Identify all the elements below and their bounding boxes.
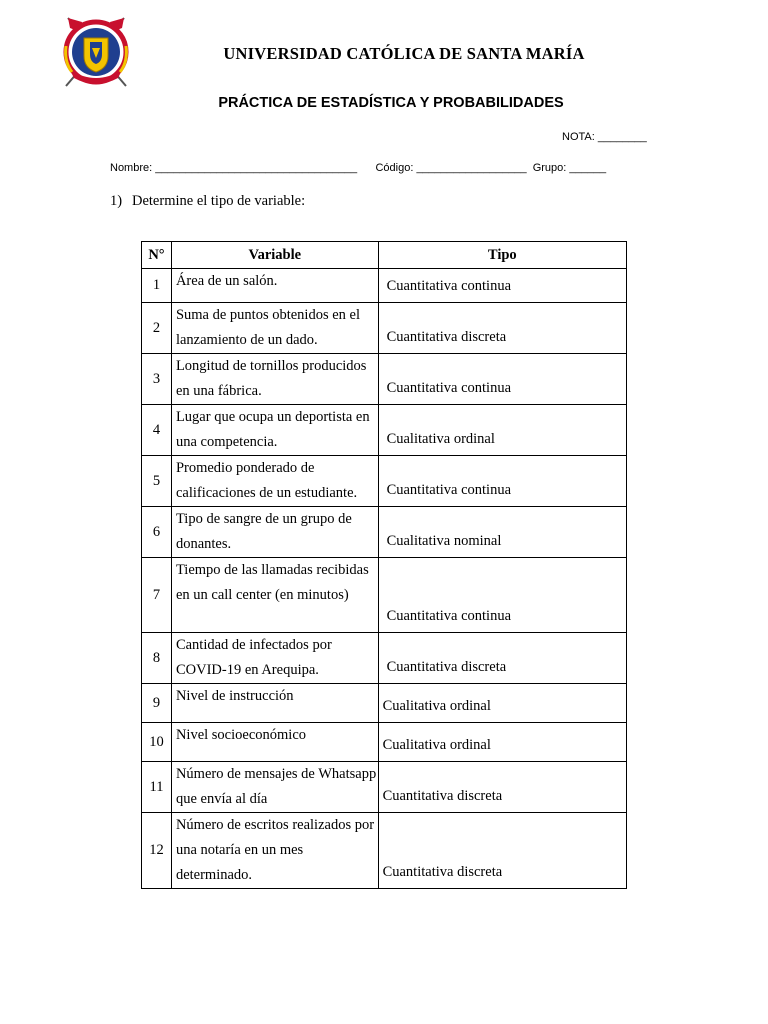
- row-variable: Cantidad de infectados por COVID-19 en Arequipa.: [171, 633, 378, 684]
- row-type: Cuantitativa continua: [378, 558, 626, 633]
- row-number: 7: [142, 558, 172, 633]
- header-variable: Variable: [171, 242, 378, 269]
- row-type: Cuantitativa continua: [378, 269, 626, 303]
- row-variable: Lugar que ocupa un deportista en una competencia.: [171, 405, 378, 456]
- row-number: 8: [142, 633, 172, 684]
- group-field: Grupo: ______: [532, 162, 607, 174]
- practice-title: PRÁCTICA DE ESTADÍSTICA Y PROBABILIDADES: [218, 95, 564, 111]
- table-row: [142, 762, 627, 813]
- row-number: 12: [142, 813, 172, 889]
- row-type: Cualitativa ordinal: [378, 723, 626, 762]
- row-number: 1: [142, 269, 172, 303]
- row-variable: Longitud de tornillos producidos en una fábrica.: [171, 354, 378, 405]
- table-row: [142, 507, 627, 558]
- table-row: [142, 813, 627, 889]
- header-type: Tipo: [378, 242, 626, 269]
- row-number: 10: [142, 723, 172, 762]
- row-type: Cuantitativa discreta: [378, 633, 626, 684]
- row-variable: Promedio ponderado de calificaciones de un estudiante.: [171, 456, 378, 507]
- variables-table: [141, 241, 627, 889]
- row-number: 4: [142, 405, 172, 456]
- code-field: Código: __________________: [375, 162, 527, 174]
- question-text: Determine el tipo de variable:: [132, 193, 306, 209]
- row-type: Cualitativa ordinal: [378, 684, 626, 723]
- row-number: 6: [142, 507, 172, 558]
- table-row: [142, 303, 627, 354]
- table-row: [142, 633, 627, 684]
- row-type: Cuantitativa discreta: [378, 762, 626, 813]
- row-type: Cualitativa nominal: [378, 507, 626, 558]
- row-type: Cuantitativa discreta: [378, 813, 626, 889]
- table-header-row: [142, 242, 627, 269]
- row-variable: Nivel socioeconómico: [171, 723, 378, 762]
- table-row: [142, 723, 627, 762]
- row-type: Cuantitativa discreta: [378, 303, 626, 354]
- header-number: N°: [142, 242, 172, 269]
- table-row: [142, 558, 627, 633]
- row-number: 9: [142, 684, 172, 723]
- row-type: Cuantitativa continua: [378, 354, 626, 405]
- row-variable: Suma de puntos obtenidos en el lanzamiento de un dado.: [171, 303, 378, 354]
- row-number: 11: [142, 762, 172, 813]
- row-variable: Tiempo de las llamadas recibidas en un call center (en minutos): [171, 558, 378, 633]
- university-title: UNIVERSIDAD CATÓLICA DE SANTA MARÍA: [223, 44, 585, 63]
- grade-field: NOTA: ________: [562, 131, 647, 143]
- table-row: [142, 456, 627, 507]
- row-variable: Número de mensajes de Whatsapp que envía al día: [171, 762, 378, 813]
- question-1: [110, 193, 305, 210]
- name-field: Nombre: _________________________________: [110, 162, 358, 174]
- row-type: Cualitativa ordinal: [378, 405, 626, 456]
- row-number: 3: [142, 354, 172, 405]
- table-row: [142, 405, 627, 456]
- row-number: 5: [142, 456, 172, 507]
- row-variable: Número de escritos realizados por una notaría en un mes determinado.: [171, 813, 378, 889]
- question-number: 1): [110, 193, 123, 209]
- table-row: [142, 354, 627, 405]
- row-variable: Tipo de sangre de un grupo de donantes.: [171, 507, 378, 558]
- student-info-line: [110, 162, 606, 174]
- row-type: Cuantitativa continua: [378, 456, 626, 507]
- table-row: [142, 269, 627, 303]
- table-row: [142, 684, 627, 723]
- row-variable: Nivel de instrucción: [171, 684, 378, 723]
- row-variable: Área de un salón.: [171, 269, 378, 303]
- row-number: 2: [142, 303, 172, 354]
